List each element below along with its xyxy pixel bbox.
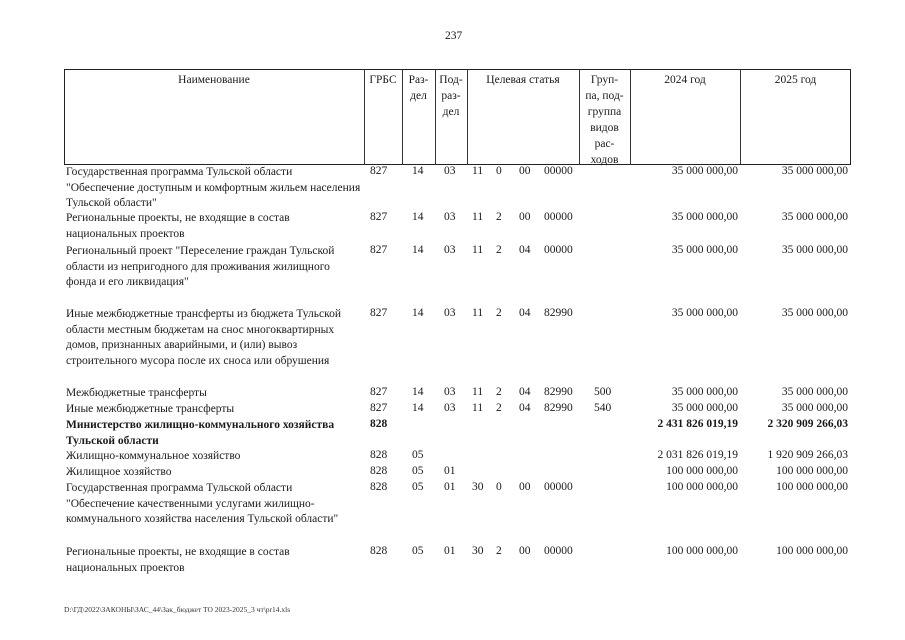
cell-target-direction: 00000 [544,211,573,223]
cell-2025: 35 000 000,00 [781,244,848,256]
cell-2025: 35 000 000,00 [781,211,848,223]
cell-grbs: 828 [370,449,388,461]
cell-target-subprogram: 0 [496,165,502,177]
cell-2024: 35 000 000,00 [671,244,738,256]
table-row [64,449,851,465]
table-row [64,545,851,578]
cell-2025: 100 000 000,00 [776,465,848,477]
table-row [64,402,851,418]
cell-2024: 35 000 000,00 [671,165,738,177]
cell-target-subprogram: 2 [496,307,502,319]
header-target: Целевая статья [486,74,560,86]
cell-podrazdel: 03 [444,211,456,223]
header-group-line: группа [587,106,622,118]
cell-name: Региональный проект "Переселение граждан Тульской области из непригодного для проживания жилищного фонда и его ликвидация" [66,245,335,288]
header-group-line: видов [590,122,619,134]
cell-target-program: 11 [472,211,484,223]
cell-target-element: 00 [519,481,531,493]
cell-grbs: 827 [370,244,388,256]
cell-target-element: 04 [519,402,531,414]
cell-target-direction: 00000 [544,481,573,493]
cell-2025: 35 000 000,00 [781,165,848,177]
cell-target-direction: 00000 [544,244,573,256]
table-row [64,244,851,307]
header-2024: 2024 год [664,74,706,86]
cell-name: Министерство жилищно-коммунального хозяйства Тульской области [66,419,335,447]
cell-grbs: 828 [370,418,388,430]
cell-podrazdel: 03 [444,244,456,256]
header-razdel-line: дел [410,90,427,102]
cell-podrazdel: 01 [444,481,456,493]
table-row [64,481,851,545]
header-name: Наименование [178,74,250,86]
page-number: 237 [445,30,463,42]
cell-target-program: 11 [472,244,484,256]
cell-grbs: 828 [370,545,388,557]
cell-target-direction: 82990 [544,307,573,319]
cell-expense-type: 540 [594,402,612,414]
cell-2024: 100 000 000,00 [666,465,738,477]
cell-podrazdel: 03 [444,165,456,177]
cell-podrazdel: 01 [444,465,456,477]
cell-name: Жилищное хозяйство [66,466,172,478]
header-grbs: ГРБС [369,74,397,86]
cell-razdel: 14 [412,402,424,414]
header-podrazdel-line: дел [442,106,460,118]
cell-2025: 100 000 000,00 [776,545,848,557]
cell-2024: 2 031 826 019,19 [657,449,738,461]
cell-target-subprogram: 0 [496,481,502,493]
cell-podrazdel: 03 [444,307,456,319]
cell-name: Иные межбюджетные трансферты [66,403,235,415]
table-row [64,165,851,211]
cell-grbs: 827 [370,402,388,414]
cell-target-direction: 00000 [544,545,573,557]
cell-target-element: 04 [519,386,531,398]
header-group-line: па, под- [585,90,624,102]
cell-razdel: 14 [412,211,424,223]
table-row [64,418,851,449]
cell-razdel: 14 [412,386,424,398]
cell-target-direction: 82990 [544,402,573,414]
cell-expense-type: 500 [594,386,612,398]
cell-target-direction: 00000 [544,165,573,177]
cell-target-subprogram: 2 [496,211,502,223]
cell-razdel: 14 [412,244,424,256]
header-2025: 2025 год [774,74,817,86]
header-razdel [402,72,435,104]
cell-target-program: 11 [472,165,484,177]
cell-target-element: 04 [519,307,531,319]
cell-name: Иные межбюджетные трансферты из бюджета Тульской области местным бюджетам на снос многоквартирных домов, признанных аварийными, и (или) вывоз строительного мусора после их сноса или обрушения [66,308,342,367]
file-path-footer: D:\ГД\2022\ЗАКОНЫ\ЗАС_44\Зак_бюджет ТО 2023-2025_3 чт\pr14.xls [64,605,291,614]
cell-2025: 35 000 000,00 [781,307,848,319]
cell-2024: 2 431 826 019,19 [657,418,738,430]
cell-razdel: 05 [412,449,424,461]
cell-2025: 2 320 909 266,03 [767,418,848,430]
cell-grbs: 827 [370,307,388,319]
cell-podrazdel: 03 [444,402,456,414]
header-group-line: ходов [590,154,619,166]
cell-podrazdel: 01 [444,545,456,557]
cell-2024: 100 000 000,00 [666,545,738,557]
cell-2025: 100 000 000,00 [776,481,848,493]
header-razdel-line: Раз- [408,74,429,86]
cell-name: Региональные проекты, не входящие в состав национальных проектов [66,212,290,240]
header-group-line: рас- [594,138,615,150]
cell-name: Государственная программа Тульской области "Обеспечение доступным и комфортным жильем населения Тульской области" [66,166,361,209]
table-row [64,211,851,244]
table-row [64,307,851,386]
cell-target-element: 00 [519,165,531,177]
cell-grbs: 828 [370,481,388,493]
header-podrazdel-line: Под- [439,74,463,86]
header-group [579,72,630,168]
cell-2024: 35 000 000,00 [671,211,738,223]
cell-grbs: 827 [370,165,388,177]
cell-target-element: 00 [519,545,531,557]
cell-name: Жилищно-коммунальное хозяйство [66,450,241,462]
cell-target-direction: 82990 [544,386,573,398]
cell-razdel: 14 [412,165,424,177]
cell-2024: 100 000 000,00 [666,481,738,493]
cell-target-element: 04 [519,244,531,256]
cell-2024: 35 000 000,00 [671,402,738,414]
cell-target-program: 11 [472,386,484,398]
header-podrazdel [435,72,467,120]
cell-name: Межбюджетные трансферты [66,387,207,399]
cell-2025: 35 000 000,00 [781,402,848,414]
cell-target-subprogram: 2 [496,545,502,557]
cell-target-subprogram: 2 [496,386,502,398]
cell-name: Государственная программа Тульской области "Обеспечение качественными услугами жилищно-коммунального хозяйства населения Тульской области" [66,482,339,525]
cell-target-program: 11 [472,402,484,414]
table-body [64,165,851,578]
cell-target-program: 30 [472,545,484,557]
cell-2024: 35 000 000,00 [671,386,738,398]
cell-razdel: 14 [412,307,424,319]
cell-2025: 1 920 909 266,03 [767,449,848,461]
cell-grbs: 828 [370,465,388,477]
cell-target-subprogram: 2 [496,244,502,256]
cell-razdel: 05 [412,465,424,477]
cell-2024: 35 000 000,00 [671,307,738,319]
cell-target-element: 00 [519,211,531,223]
table-row [64,386,851,402]
header-group-line: Груп- [590,74,619,86]
cell-podrazdel: 03 [444,386,456,398]
cell-target-program: 30 [472,481,484,493]
table-row [64,465,851,481]
cell-razdel: 05 [412,545,424,557]
cell-name: Региональные проекты, не входящие в состав национальных проектов [66,546,290,574]
cell-grbs: 827 [370,211,388,223]
cell-target-program: 11 [472,307,484,319]
header-podrazdel-line: раз- [441,90,461,102]
cell-target-subprogram: 2 [496,402,502,414]
cell-grbs: 827 [370,386,388,398]
cell-razdel: 05 [412,481,424,493]
cell-2025: 35 000 000,00 [781,386,848,398]
